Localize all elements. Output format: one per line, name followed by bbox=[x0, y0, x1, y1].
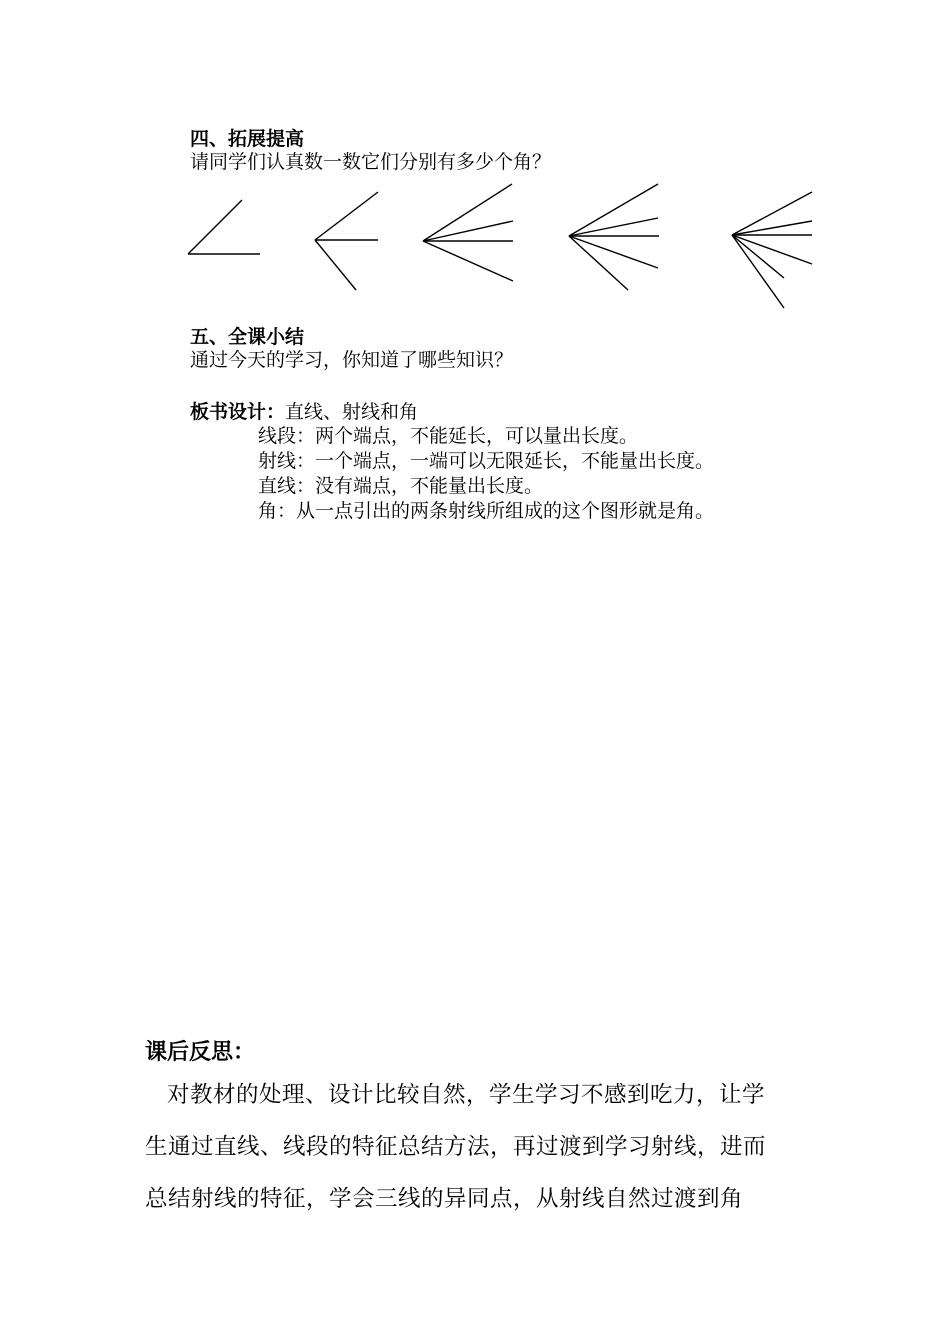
figure-3-angle bbox=[423, 184, 513, 281]
board-item-angle: 角：从一点引出的两条射线所组成的这个图形就是角。 bbox=[258, 500, 715, 522]
section5-question: 通过今天的学习，你知道了哪些知识？ bbox=[190, 349, 514, 371]
board-item-segment: 线段：两个端点，不能延长，可以量出长度。 bbox=[258, 425, 639, 447]
board-item-ray: 射线：一个端点，一端可以无限延长，不能量出长度。 bbox=[258, 450, 715, 472]
figure-4-angle bbox=[569, 184, 659, 290]
reflection-title: 课后反思： bbox=[145, 1039, 256, 1065]
section4-heading: 四、拓展提高 bbox=[190, 128, 305, 150]
board-title: 直线、射线和角 bbox=[285, 401, 419, 423]
section4-question: 请同学们认真数一数它们分别有多少个角？ bbox=[190, 151, 552, 173]
reflection-line-2: 生通过直线、线段的特征总结方法，再过渡到学习射线，进而 bbox=[145, 1134, 767, 1160]
figure-2-angle bbox=[315, 192, 378, 290]
angle-figures bbox=[186, 180, 826, 315]
board-label: 板书设计： bbox=[190, 401, 286, 423]
figure-1-angle bbox=[188, 200, 260, 254]
reflection-line-3: 总结射线的特征，学会三线的异同点，从射线自然过渡到角 bbox=[145, 1186, 744, 1212]
figure-5-angle bbox=[732, 192, 812, 308]
section5-heading: 五、全课小结 bbox=[190, 326, 305, 348]
board-item-line: 直线：没有端点，不能量出长度。 bbox=[258, 475, 544, 497]
reflection-line-1: 对教材的处理、设计比较自然，学生学习不感到吃力，让学 bbox=[167, 1082, 766, 1108]
board-design bbox=[190, 400, 418, 424]
